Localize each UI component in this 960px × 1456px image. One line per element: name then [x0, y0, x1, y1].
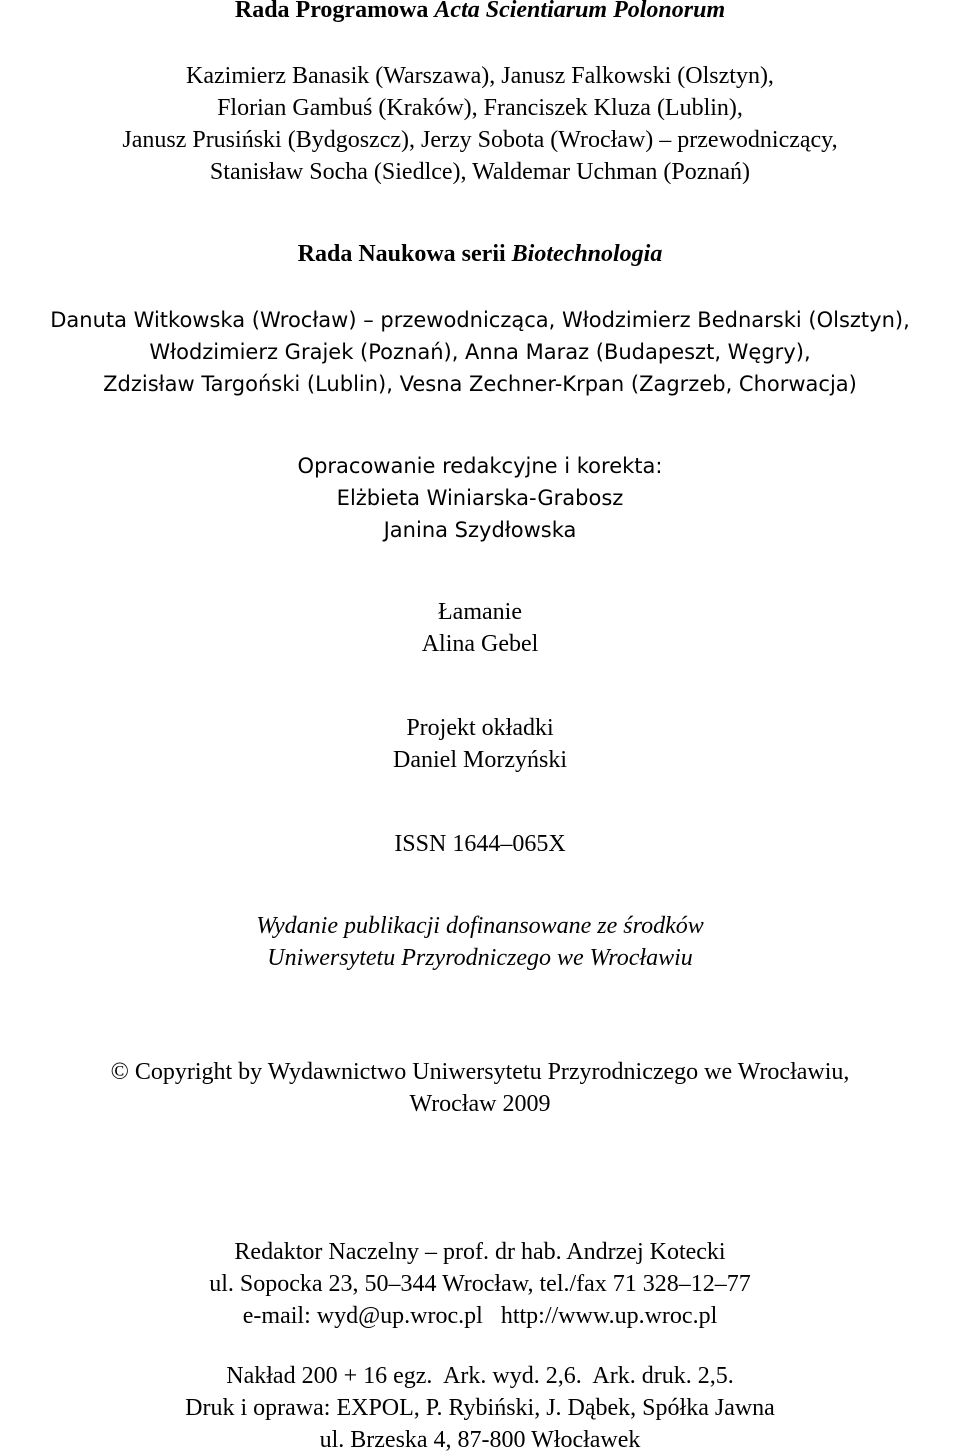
publisher-email-web: e-mail: wyd@up.wroc.pl http://www.up.wroc.pl	[242, 1303, 718, 1329]
funding-line: Wydanie publikacji dofinansowane ze środków	[256, 913, 704, 939]
issn: ISSN 1644–065X	[394, 831, 566, 857]
cover-designer-name: Daniel Morzyński	[393, 747, 567, 773]
scientific-council-heading-series: Biotechnologia	[511, 241, 663, 267]
funding-line: Uniwersytetu Przyrodniczego we Wrocławiu	[267, 945, 693, 971]
layout-label: Łamanie	[438, 599, 522, 625]
scientific-council-line: Zdzisław Targoński (Lublin), Vesna Zechner-Krpan (Zagrzeb, Chorwacja)	[103, 372, 857, 396]
program-council-line: Kazimierz Banasik (Warszawa), Janusz Falkowski (Olsztyn),	[186, 63, 774, 89]
program-council-heading-prefix: Rada Programowa	[234, 0, 435, 23]
scientific-council-line: Włodzimierz Grajek (Poznań), Anna Maraz (Budapeszt, Węgry),	[149, 340, 811, 364]
program-council-line: Janusz Prusiński (Bydgoszcz), Jerzy Sobota (Wrocław) – przewodniczący,	[122, 127, 838, 153]
layout-name: Alina Gebel	[421, 631, 539, 657]
editor-in-chief: Redaktor Naczelny – prof. dr hab. Andrzej Kotecki	[234, 1239, 726, 1265]
scientific-council-heading	[0, 240, 960, 268]
editor-name: Janina Szydłowska	[383, 518, 577, 542]
print-run-info: Nakład 200 + 16 egz. Ark. wyd. 2,6. Ark. druk. 2,5.	[226, 1363, 734, 1389]
program-council-heading-journal: Acta Scientiarum Polonorum	[434, 0, 726, 23]
copyright-line: Wrocław 2009	[409, 1091, 551, 1117]
copyright-line: © Copyright by Wydawnictwo Uniwersytetu Przyrodniczego we Wrocławiu,	[110, 1059, 850, 1085]
publisher-address: ul. Sopocka 23, 50–344 Wrocław, tel./fax 71 328–12–77	[209, 1271, 751, 1297]
scientific-council-line: Danuta Witkowska (Wrocław) – przewodnicząca, Włodzimierz Bednarski (Olsztyn),	[50, 308, 910, 332]
printer-address: ul. Brzeska 4, 87-800 Włocławek	[319, 1427, 641, 1453]
editing-label: Opracowanie redakcyjne i korekta:	[297, 454, 663, 478]
program-council-heading	[0, 0, 960, 24]
cover-label: Projekt okładki	[406, 715, 554, 741]
printer-info: Druk i oprawa: EXPOL, P. Rybiński, J. Dąbek, Spółka Jawna	[185, 1395, 775, 1421]
scientific-council-heading-prefix: Rada Naukowa serii	[297, 241, 512, 267]
editor-name: Elżbieta Winiarska-Grabosz	[336, 486, 624, 510]
program-council-line: Stanisław Socha (Siedlce), Waldemar Uchman (Poznań)	[209, 159, 751, 185]
program-council-line: Florian Gambuś (Kraków), Franciszek Kluza (Lublin),	[217, 95, 743, 121]
